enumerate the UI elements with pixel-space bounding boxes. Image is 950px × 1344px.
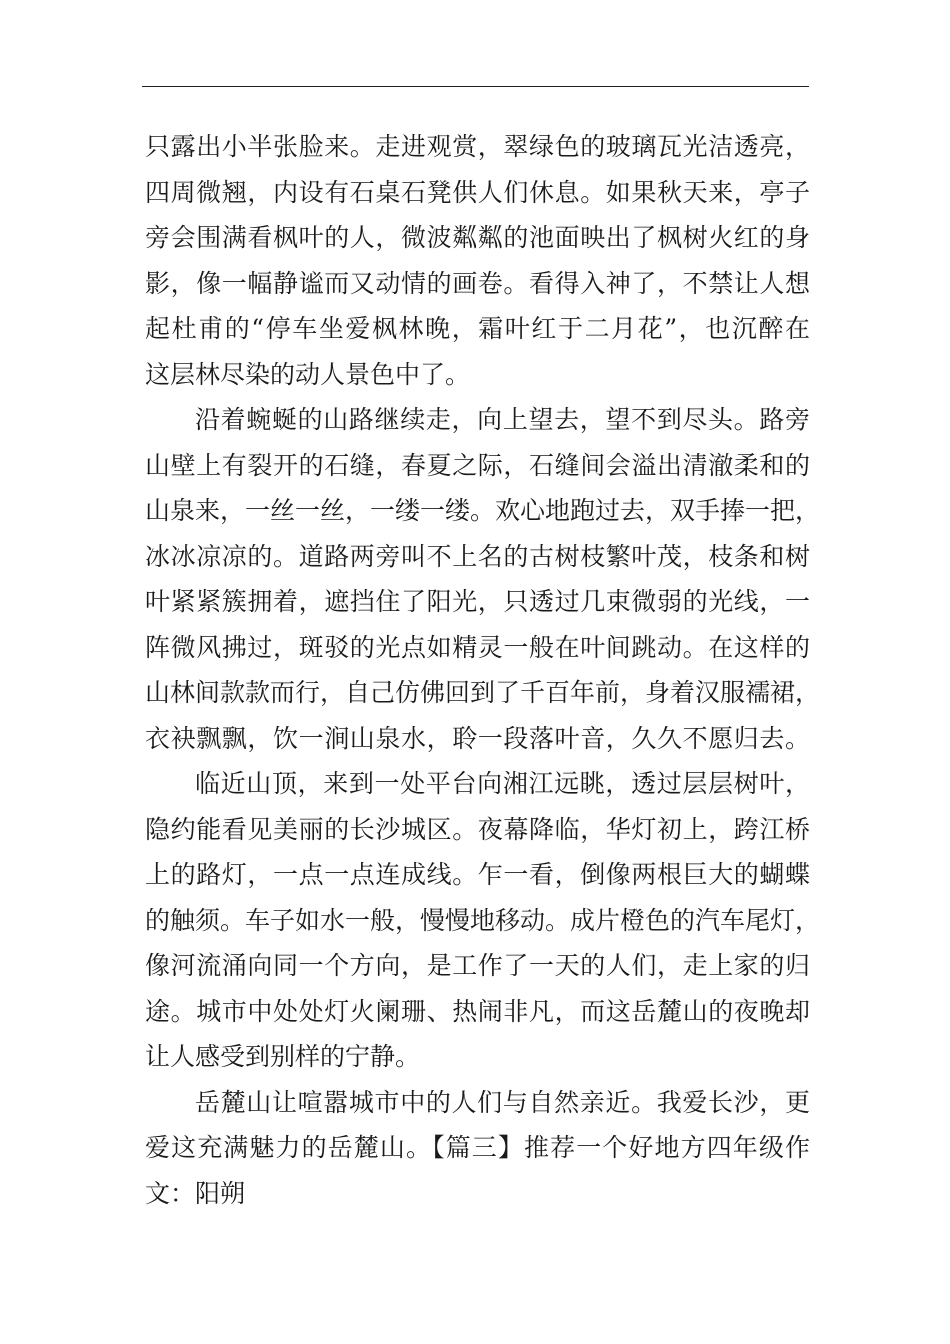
text-line: 山林间款款而行，自己仿佛回到了千百年前，身着汉服襦裙， — [145, 678, 821, 707]
text-line: 临近山顶，来到一处平台向湘江远眺，透过层层树叶， — [195, 769, 810, 798]
text-line: 影，像一幅静谧而又动情的画卷。看得入神了，不禁让人想 — [145, 268, 810, 298]
header-rule — [142, 86, 809, 87]
text-line: 山壁上有裂开的石缝，春夏之际，石缝间会溢出清澈柔和的 — [145, 450, 810, 480]
text-line: 衣袂飘飘，饮一涧山泉水，聆一段落叶音，久久不愿归去。 — [145, 723, 810, 753]
text-line: 文：阳朔 — [145, 1178, 246, 1208]
text-line: 爱这充满魅力的岳麓山。【篇三】推荐一个好地方四年级作 — [145, 1133, 810, 1162]
text-line: 四周微翘，内设有石桌石凳供人们休息。如果秋天来，亭子 — [145, 177, 810, 207]
text-line: 上的路灯，一点一点连成线。乍一看，倒像两根巨大的蝴蝶 — [145, 860, 810, 889]
text-line: 岳麓山让喧嚣城市中的人们与自然亲近。我爱长沙，更 — [195, 1087, 810, 1117]
text-line: 途。城市中处处灯火阑珊、热闹非凡，而这岳麓山的夜晚却 — [145, 996, 810, 1026]
text-line: 叶紧紧簇拥着，遮挡住了阳光，只透过几束微弱的光线，一 — [145, 587, 810, 616]
text-line: 起杜甫的“停车坐爱枫林晚，霜叶红于二月花”，也沉醉在 — [145, 314, 810, 343]
text-line: 阵微风拂过，斑驳的光点如精灵一般在叶间跳动。在这样的 — [145, 632, 810, 662]
text-line: 山泉来，一丝一丝，一缕一缕。欢心地跑过去，双手捧一把， — [145, 496, 821, 525]
text-line: 旁会围满看枫叶的人，微波粼粼的池面映出了枫树火红的身 — [145, 223, 810, 252]
text-line: 隐约能看见美丽的长沙城区。夜幕降临，华灯初上，跨江桥 — [145, 814, 810, 844]
text-line: 的触须。车子如水一般，慢慢地移动。成片橙色的汽车尾灯， — [145, 905, 821, 935]
text-line: 像河流涌向同一个方向，是工作了一天的人们，走上家的归 — [145, 951, 810, 980]
text-line: 冰冰凉凉的。道路两旁叫不上名的古树枝繁叶茂，枝条和树 — [145, 541, 810, 571]
text-line: 只露出小半张脸来。走进观赏，翠绿色的玻璃瓦光洁透亮， — [145, 132, 810, 161]
text-line: 这层林尽染的动人景色中了。 — [145, 359, 471, 389]
text-line: 让人感受到别样的宁静。 — [145, 1042, 421, 1071]
text-line: 沿着蜿蜒的山路继续走，向上望去，望不到尽头。路旁 — [195, 405, 810, 434]
document-body — [145, 124, 821, 1216]
